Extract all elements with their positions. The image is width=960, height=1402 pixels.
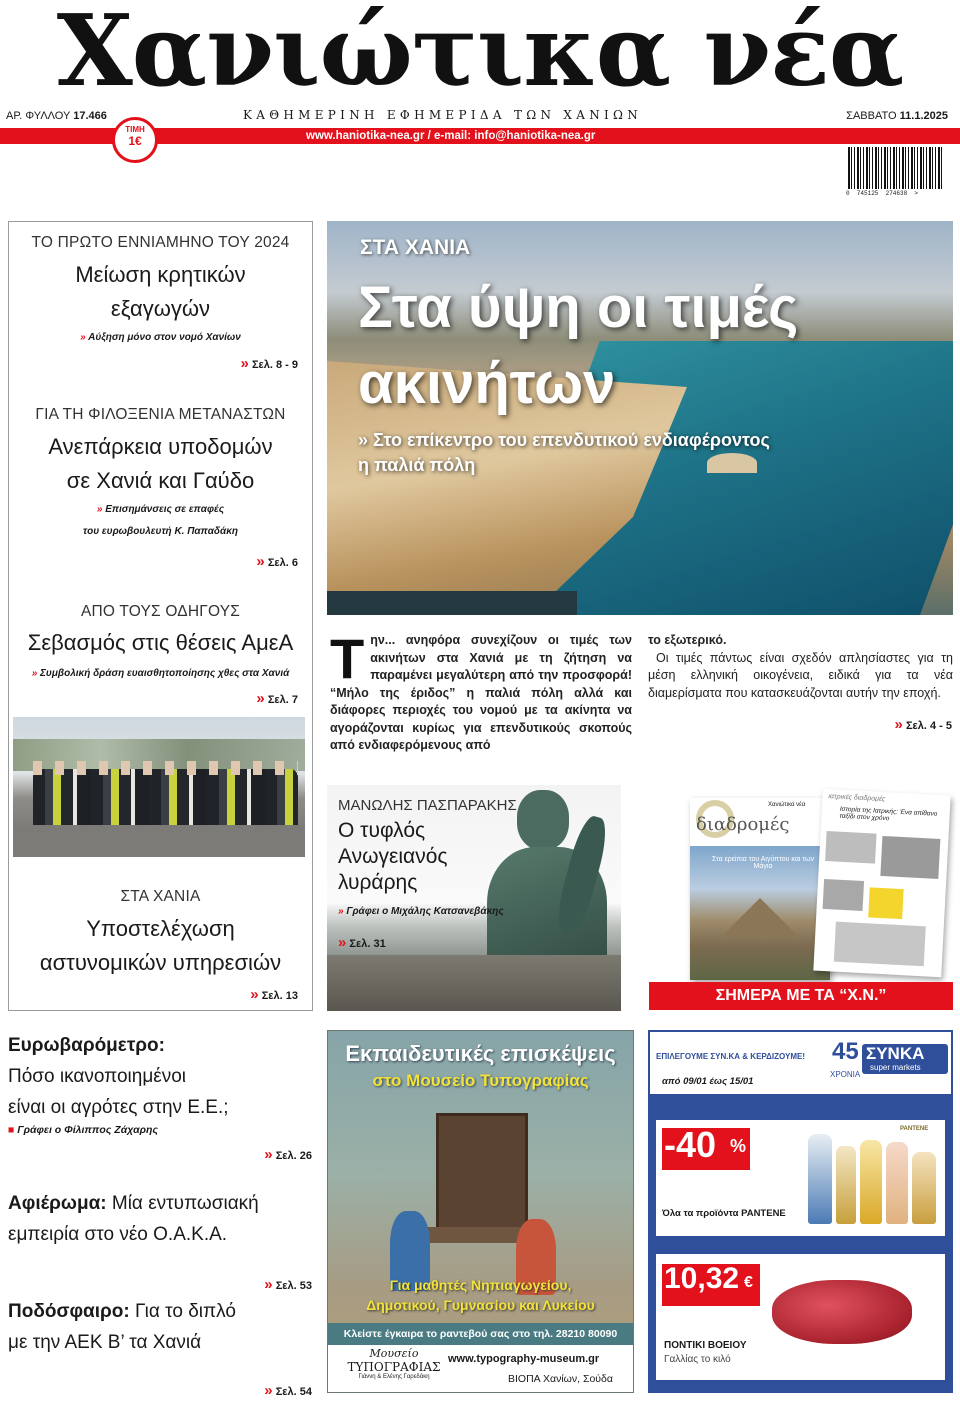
shampoo-bottle <box>886 1142 908 1224</box>
deck-line: » Στο επίκεντρο του επενδυτικού ενδιαφέροντος <box>358 430 770 450</box>
offer-product: ΠΟΝΤΙΚΙ ΒΟΕΙΟΥ <box>664 1340 747 1351</box>
shampoo-bottle <box>836 1146 856 1224</box>
arrow-icon: » <box>240 355 249 372</box>
pantene-label: PANTENE <box>900 1126 929 1132</box>
page-ref[interactable] <box>264 1146 312 1163</box>
page-ref[interactable] <box>250 986 298 1003</box>
ad-synka[interactable] <box>648 1030 953 1393</box>
arrow-icon: » <box>256 553 265 570</box>
synka-years: 45 <box>832 1038 859 1065</box>
offer-desc: Γαλλίας το κιλό <box>664 1354 731 1365</box>
mag-title: διαδρομές <box>696 814 790 835</box>
brief-text: Πόσο ικανοποιημένοι <box>8 1066 187 1087</box>
story-photo-group[interactable] <box>13 717 305 857</box>
ad-museum[interactable] <box>327 1030 634 1393</box>
brief-bold: Ευρωβαρόμετρο: <box>8 1035 165 1056</box>
museum-address: ΒΙΟΠΑ Χανίων, Σούδα <box>508 1373 613 1385</box>
lead-body-col1 <box>330 627 632 755</box>
page-ref[interactable] <box>264 1276 312 1293</box>
supplement-magazine-inner[interactable] <box>813 789 950 977</box>
headline-line: Ανεπάρκεια υποδομών <box>48 434 273 459</box>
museum-audience-1: Για μαθητές Νηπιαγωγείου, <box>389 1277 572 1293</box>
deck-line: η παλιά πόλη <box>358 455 476 475</box>
barcode-digits: 0 745125 274638 > <box>846 190 919 197</box>
page-ref[interactable] <box>256 690 298 707</box>
shampoo-bottle <box>912 1152 936 1224</box>
square-icon: ■ <box>8 1124 15 1136</box>
arrow-icon: » <box>256 690 265 707</box>
museum-title-2: στο Μουσείο Τυπογραφίας <box>372 1071 589 1090</box>
issue-date-value: 11.1.2025 <box>899 110 948 122</box>
byline-text: Γράφει ο Φίλιππος Ζάχαρης <box>17 1124 159 1136</box>
brief-item[interactable] <box>8 1030 313 1123</box>
issue-day: ΣΑΒΒΑΤΟ <box>846 110 897 122</box>
brief-text: Μία εντυπωσιακή <box>106 1193 259 1214</box>
mag2-header: ιατρικές διαδρομές <box>828 793 886 804</box>
story-sub-2: του ευρωβουλευτή Κ. Παπαδάκη <box>83 526 238 537</box>
dropcap: Τ <box>330 627 365 690</box>
headline-line: λυράρης <box>338 871 418 894</box>
discount-value: -40 <box>664 1124 717 1165</box>
brief-text: είναι οι αγρότες στην Ε.Ε.; <box>8 1097 229 1118</box>
museum-audience-2: Δημοτικού, Γυμνασίου και Λυκείου <box>366 1297 595 1313</box>
page-ref[interactable] <box>895 716 952 733</box>
mag-header: Χανιώτικα νέα <box>768 802 806 808</box>
masthead-title: Χανιώτικα νέα <box>56 0 904 109</box>
museum-url[interactable]: www.typography-museum.gr <box>448 1353 600 1365</box>
body-text: Οι τιμές πάντως είναι σχεδόν απλησίαστες για τη μέση ελληνική οικογένεια, ειδικά για τα νέα διαμερίσματα που κατασκευάζονται αυτήν την εποχή. <box>648 650 953 700</box>
page-ref-text: Σελ. 31 <box>349 938 386 950</box>
logo-sub: Γιάννη & Ελένης Γαρεδάκη <box>358 1374 430 1380</box>
feature-sub: » Γράφει ο Μιχάλης Κατσανεβάκης <box>338 902 504 922</box>
headline-line: αστυνομικών υπηρεσιών <box>39 950 282 975</box>
story-headline[interactable] <box>8 258 313 326</box>
synka-dates: από 09/01 έως 15/01 <box>662 1076 754 1087</box>
headline-line: Υποστελέχωση <box>86 916 235 941</box>
headline-line: σε Χανιά και Γαύδο <box>66 468 255 493</box>
feature-headline[interactable] <box>338 818 448 896</box>
page-ref-text: Σελ. 8 - 9 <box>251 359 298 371</box>
masthead-web[interactable]: www.haniotika-nea.gr / e-mail: info@haniotika-nea.gr <box>306 130 596 142</box>
mag-cover-line: Στα ερείπια του Αιγύπτου και των Μάγια <box>711 856 815 870</box>
museum-cta: Κλείστε έγκαιρα το ραντεβού σας στο τηλ. 28210 80090 <box>328 1323 633 1345</box>
arrow-icon: » <box>250 986 259 1003</box>
issue-date <box>846 110 948 122</box>
brief-text: με την ΑΕΚ Β’ τα Χανιά <box>8 1332 202 1353</box>
headline-line: Ανωγειανός <box>338 845 448 868</box>
headline-line: ακινήτων <box>358 351 616 416</box>
page-ref[interactable] <box>256 553 298 570</box>
lead-kicker: ΣΤΑ ΧΑΝΙΑ <box>360 236 471 259</box>
story-sub: » Αύξηση μόνο στον νομό Χανίων <box>8 328 313 348</box>
discount-unit: % <box>730 1136 747 1156</box>
discount-text: Όλα τα προϊόντα PANTENE <box>662 1208 786 1219</box>
issue-label: ΑΡ. ΦΥΛΛΟΥ <box>6 110 71 122</box>
story-kicker: ΣΤΑ ΧΑΝΙΑ <box>120 888 201 905</box>
price-badge <box>112 117 158 163</box>
arrow-icon: » <box>338 934 347 951</box>
issue-number: 17.466 <box>73 110 107 122</box>
page-ref[interactable] <box>338 934 386 951</box>
supplement-banner: ΣΗΜΕΡΑ ΜΕ ΤΑ “Χ.Ν.” <box>649 982 953 1010</box>
lead-body-col2 <box>648 632 953 702</box>
synka-slogan: ΕΠΙΛΕΓΟΥΜΕ ΣΥΝ.ΚΑ & ΚΕΡΔΙΖΟΥΜΕ! <box>656 1052 806 1061</box>
lead-headline[interactable] <box>358 270 798 422</box>
page-ref-text: Σελ. 7 <box>267 694 298 706</box>
shampoo-bottle <box>808 1134 832 1224</box>
price-label: ΤΙΜΗ <box>125 125 145 134</box>
logo-script: Μουσείο <box>369 1347 419 1360</box>
tagline: ΚΑΘΗΜΕΡΙΝΗ ΕΦΗΜΕΡΙΔΑ ΤΩΝ ΧΑΝΙΩΝ <box>243 108 643 122</box>
body-text-bold: το εξωτερικό. <box>648 633 727 647</box>
shampoo-bottle <box>860 1140 882 1224</box>
synka-offer-beef[interactable] <box>656 1254 945 1380</box>
story-headline[interactable] <box>8 430 313 498</box>
page-ref[interactable] <box>241 355 298 372</box>
brief-item[interactable] <box>8 1188 313 1250</box>
headline-line: Στα ύψη οι τιμές <box>358 275 799 340</box>
byline <box>8 1124 158 1136</box>
supplement-magazine-cover[interactable] <box>690 798 830 980</box>
page-ref-text: Σελ. 6 <box>267 557 298 569</box>
story-headline[interactable] <box>8 912 313 980</box>
page-ref-text: Σελ. 53 <box>275 1280 312 1292</box>
story-kicker: ΓΙΑ ΤΗ ΦΙΛΟΞΕΝΙΑ ΜΕΤΑΝΑΣΤΩΝ <box>35 406 286 423</box>
story-kicker: ΤΟ ΠΡΩΤΟ ΕΝΝΙΑΜΗΝΟ ΤΟΥ 2024 <box>31 234 290 251</box>
page-ref-text: Σελ. 26 <box>275 1150 312 1162</box>
mag2-line: Ιστορία της Ιατρικής: Ένα απίθανο ταξίδι στον χρόνο <box>839 805 938 823</box>
story-kicker: ΑΠΟ ΤΟΥΣ ΟΔΗΓΟΥΣ <box>80 603 241 620</box>
arrow-icon: » <box>264 1146 273 1163</box>
synka-offer-pantene[interactable] <box>656 1120 945 1236</box>
brief-item[interactable] <box>8 1296 313 1358</box>
page-ref-text: Σελ. 54 <box>275 1386 312 1398</box>
issue-info <box>6 110 107 122</box>
logo-main: ΤΥΠΟΓΡΑΦΙΑΣ <box>347 1360 441 1374</box>
museum-logo <box>334 1347 454 1380</box>
brief-text: εμπειρία στο νέο Ο.Α.Κ.Α. <box>8 1224 228 1245</box>
offer-price: 10,32 <box>664 1262 740 1295</box>
synka-years-label: ΧΡΟΝΙΑ <box>830 1070 861 1079</box>
headline-line: Μείωση κρητικών <box>75 262 246 287</box>
feature-kicker: ΜΑΝΩΛΗΣ ΠΑΣΠΑΡΑΚΗΣ <box>338 797 517 814</box>
page-ref-text: Σελ. 4 - 5 <box>905 720 952 732</box>
synka-brand: ΣΥΝΚΑ <box>866 1044 925 1063</box>
story-headline[interactable]: Σεβασμός στις θέσεις ΑμεΑ <box>27 630 294 655</box>
barcode <box>848 147 944 189</box>
brief-text: Για το διπλό <box>129 1301 236 1322</box>
beef-illustration <box>772 1280 912 1344</box>
story-sub: » Συμβολική δράση ευαισθητοποίησης χθες στα Χανιά <box>8 664 313 684</box>
arrow-icon: » <box>264 1276 273 1293</box>
page-ref[interactable] <box>264 1382 312 1399</box>
headline-line: Ο τυφλός <box>338 819 426 842</box>
museum-title-1: Εκπαιδευτικές επισκέψεις <box>345 1041 616 1066</box>
body-text: ην... ανηφόρα συνεχίζουν οι τιμές των ακινήτων στα Χανιά με τη ζήτηση να παραμένει μεγαλύτερη από την προσφορά! “Μήλο της έριδος” η παλιά πόλη αλλά και διάφορες περιοχές του νομού με τα ακίνητα να αγοράζονται κυρίως για επενδυτικούς σκοπούς από ενδιαφερόμενους από <box>330 633 632 752</box>
printing-press-illustration <box>436 1113 528 1231</box>
brief-bold: Ποδόσφαιρο: <box>8 1301 130 1322</box>
lead-deck <box>358 428 770 478</box>
offer-currency: € <box>744 1274 753 1291</box>
arrow-icon: » <box>894 716 903 733</box>
story-sub: » Επισημάνσεις σε επαφές <box>8 500 313 520</box>
arrow-icon: » <box>264 1382 273 1399</box>
brief-bold: Αφιέρωμα: <box>8 1193 107 1214</box>
synka-logo <box>862 1044 948 1074</box>
page-ref-text: Σελ. 13 <box>261 990 298 1002</box>
synka-brand-sub: super markets <box>870 1063 921 1072</box>
headline-line: εξαγωγών <box>110 296 211 321</box>
price-value: 1€ <box>128 134 142 148</box>
